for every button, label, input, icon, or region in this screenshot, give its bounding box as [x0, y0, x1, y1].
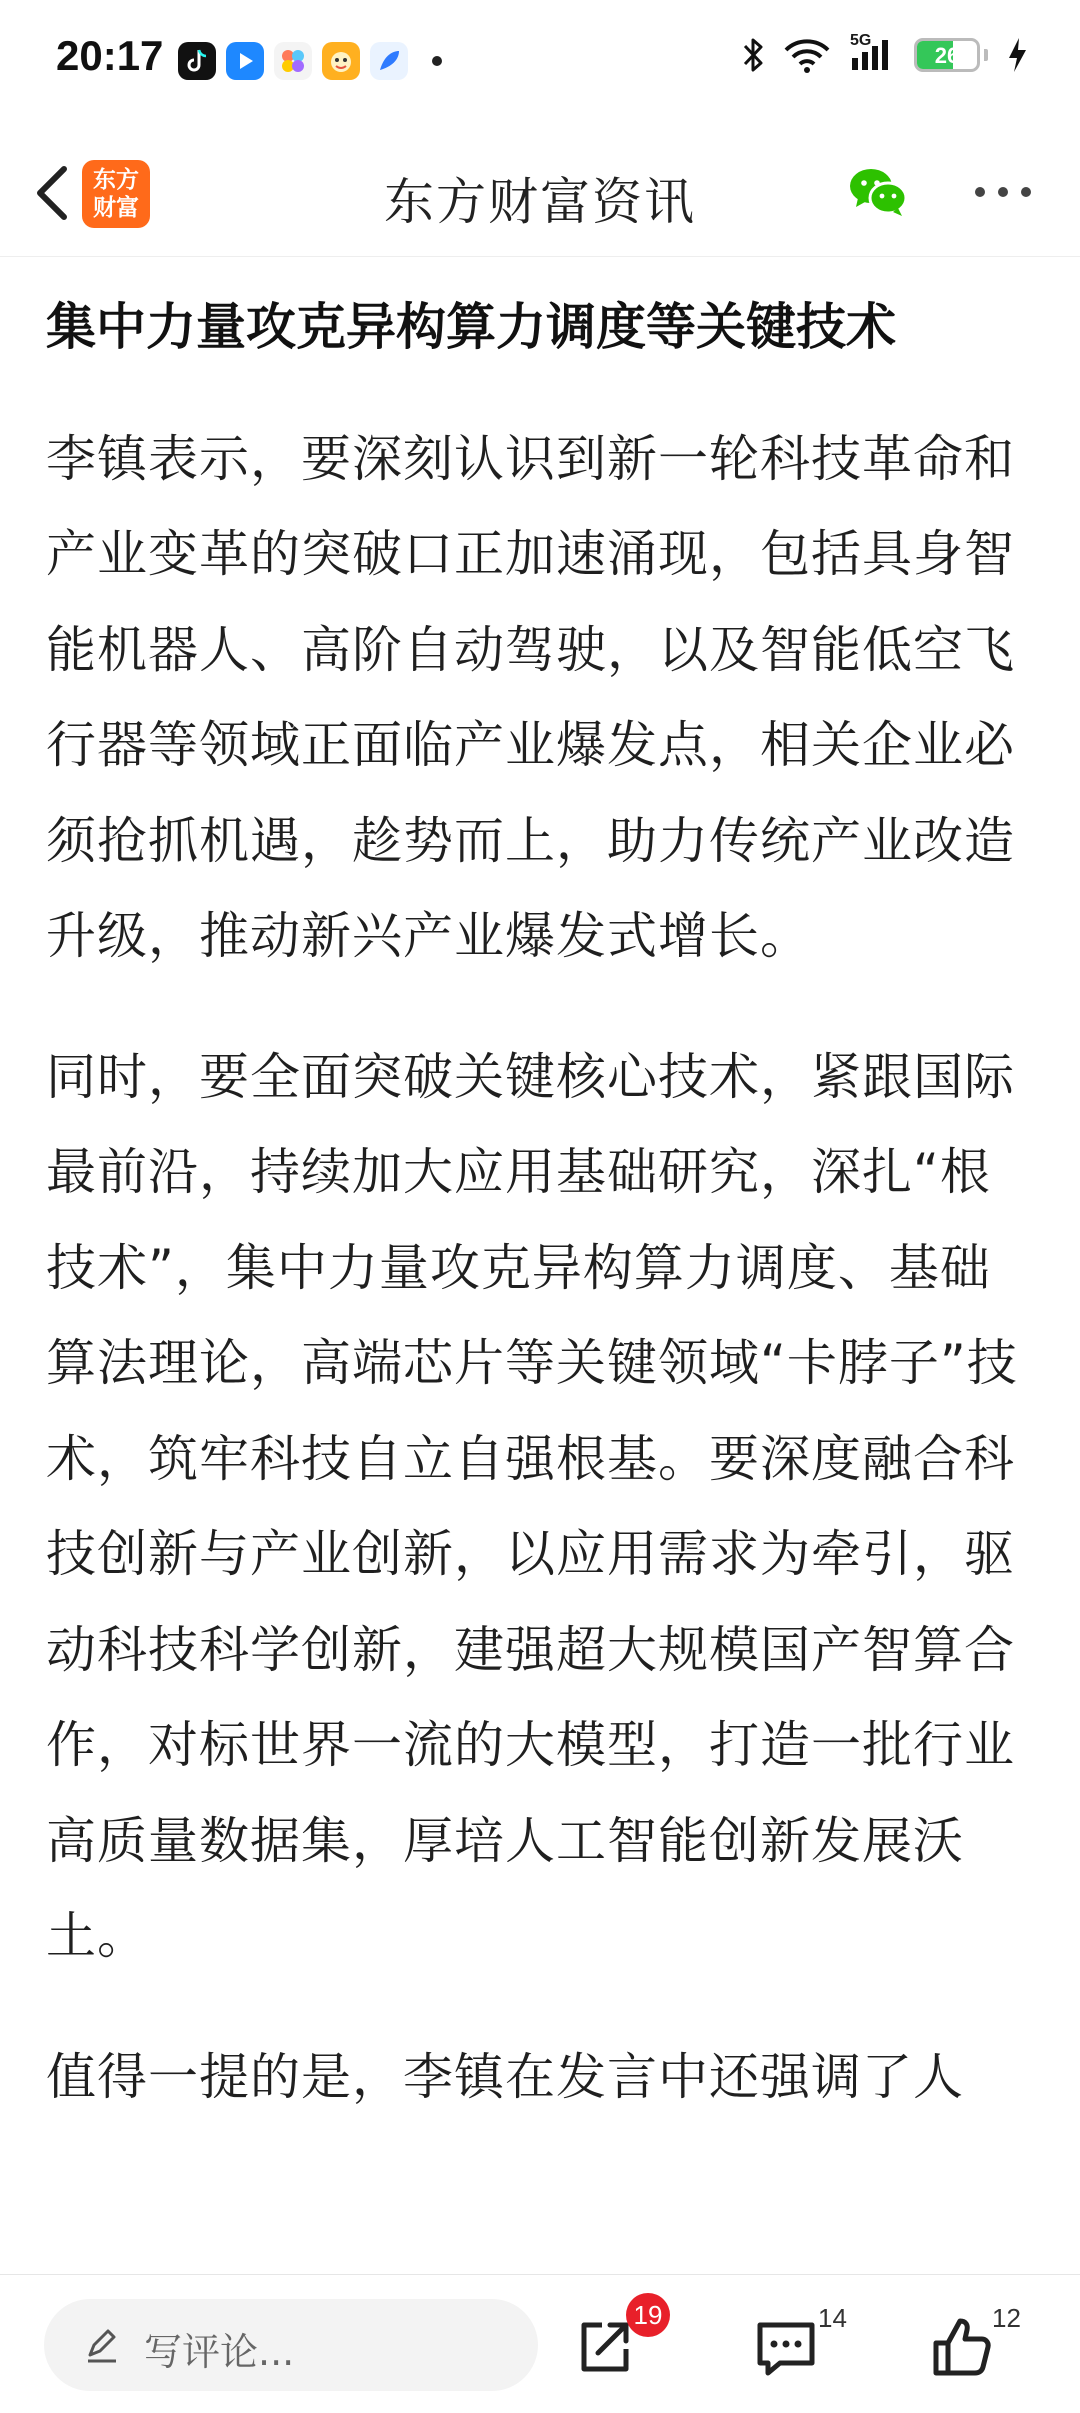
share-icon[interactable]	[572, 2315, 636, 2379]
more-options-icon[interactable]	[968, 162, 1038, 222]
wifi-icon	[782, 36, 832, 74]
comment-input[interactable]	[44, 2299, 538, 2391]
notification-icons	[178, 42, 442, 80]
status-right	[742, 32, 1028, 74]
battery-tip	[984, 49, 988, 61]
article-paragraph: 李镇表示，要深刻认识到新一轮科技革命和产业变革的突破口正加速涌现，包括具身智能机器人、高阶自动驾驶，以及智能低空飞行器等领域正面临产业爆发点，相关企业必须抢抓机遇，趁势而上，助力传统产业改造升级，推动新兴产业爆发式增长。	[46, 429, 1015, 965]
logo-text-top: 东方	[93, 167, 139, 193]
article-paragraph: 同时，要全面突破关键核心技术，紧跟国际最前沿，持续加大应用基础研究，深扎“根技术”，集中力量攻克异构算力调度、基础算法理论，高端芯片等关键领域“卡脖子”技术，筑牢科技自立自强根基。要深度融合科技创新与产业创新，以应用需求为牵引，驱动科技科学创新，建强超大规模国产智算合作，对标世界一流的大模型，打造一批行业高质量数据集，厚培人工智能创新发展沃土。	[46, 1047, 1018, 1965]
page-title: 东方财富资讯	[384, 173, 696, 231]
charging-icon	[1006, 36, 1028, 74]
feather-app-icon	[370, 42, 408, 80]
tiktok-app-icon	[178, 42, 216, 80]
game-app-icon	[322, 42, 360, 80]
signal-icon	[850, 32, 896, 74]
wechat-share-icon[interactable]	[846, 162, 910, 222]
bottom-action-bar	[0, 2274, 1080, 2413]
comment-count: 14	[818, 2303, 847, 2333]
article-paragraph: 值得一提的是，李镇在发言中还强调了人	[46, 2047, 964, 2106]
comment-placeholder: 写评论...	[144, 2330, 295, 2374]
section-heading: 集中力量攻克异构算力调度等关键技术	[46, 297, 896, 356]
pencil-icon	[82, 2325, 122, 2365]
video-app-icon	[226, 42, 264, 80]
status-bar	[0, 0, 1080, 130]
article-header	[0, 130, 1080, 257]
network-type: 5G	[850, 32, 872, 49]
like-count: 12	[992, 2303, 1021, 2333]
logo-text-bottom: 财富	[93, 195, 139, 221]
like-thumb-icon[interactable]	[930, 2315, 994, 2379]
article-content	[46, 256, 1036, 2125]
article-body	[46, 256, 1036, 2254]
status-time: 20:17	[56, 32, 164, 79]
share-count-badge: 19	[626, 2293, 670, 2337]
battery-indicator	[914, 38, 980, 72]
comment-icon[interactable]	[754, 2315, 818, 2379]
more-notifications-dot	[432, 56, 442, 66]
photos-app-icon	[274, 42, 312, 80]
bluetooth-icon	[742, 36, 764, 74]
battery-level: 26	[934, 43, 960, 68]
